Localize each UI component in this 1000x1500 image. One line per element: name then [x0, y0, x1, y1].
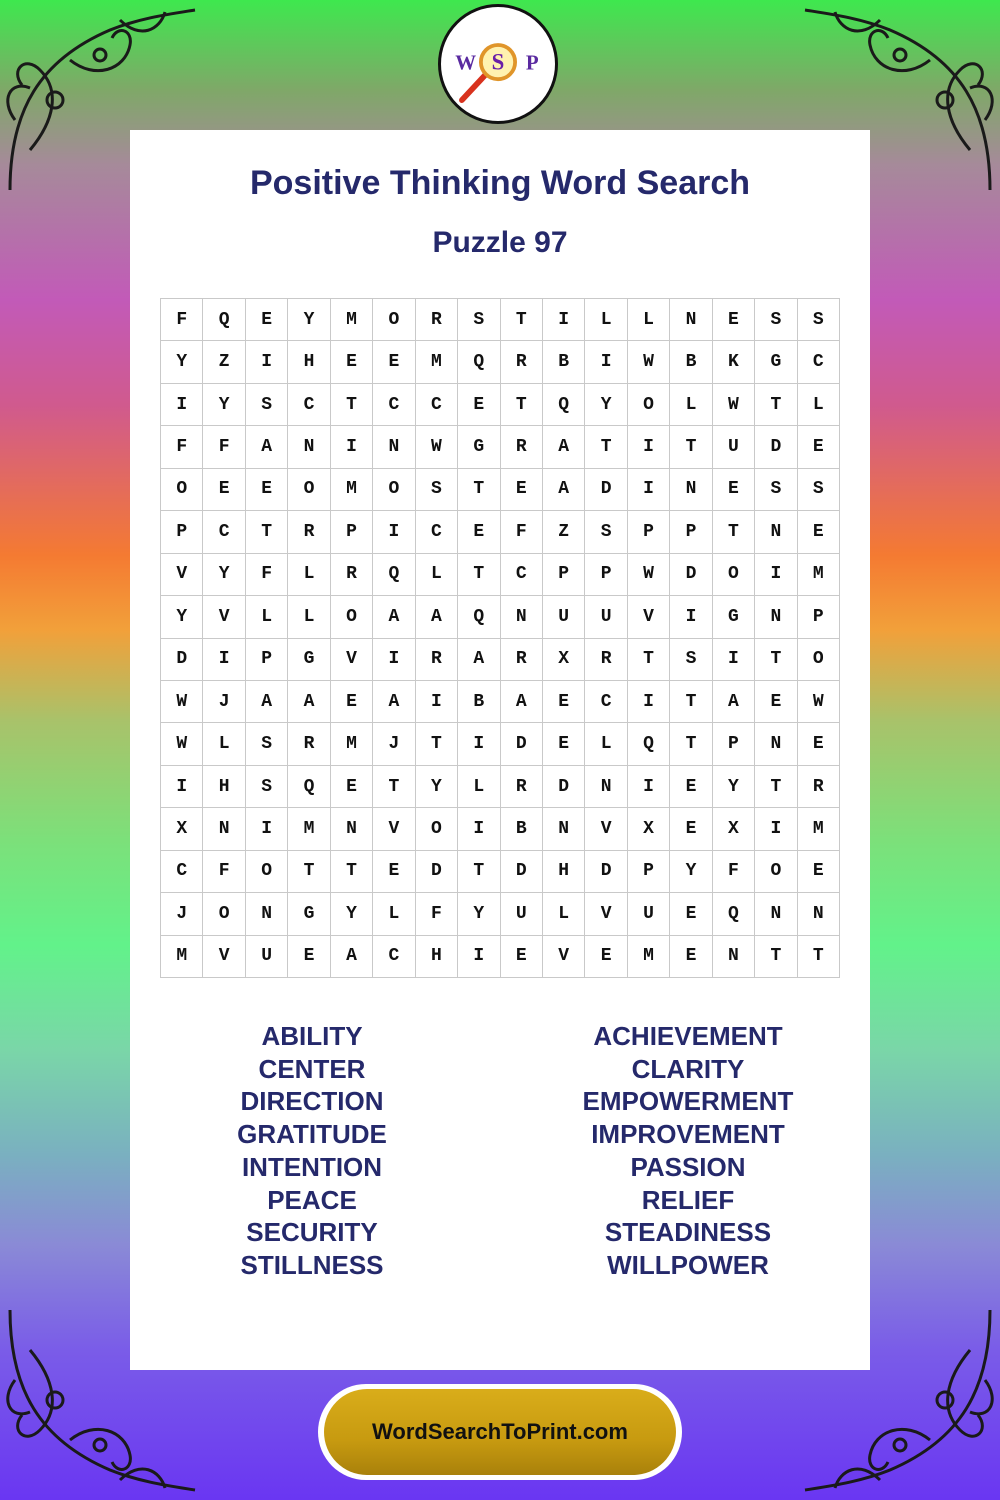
grid-cell[interactable]: V: [203, 936, 245, 978]
grid-cell[interactable]: Y: [416, 766, 458, 808]
grid-cell[interactable]: T: [670, 723, 712, 765]
grid-cell[interactable]: I: [628, 766, 670, 808]
grid-cell[interactable]: H: [543, 851, 585, 893]
grid-cell[interactable]: Y: [161, 596, 203, 638]
grid-cell[interactable]: C: [373, 384, 415, 426]
grid-cell[interactable]: E: [246, 299, 288, 341]
grid-cell[interactable]: E: [798, 723, 840, 765]
grid-cell[interactable]: F: [203, 851, 245, 893]
grid-cell[interactable]: N: [713, 936, 755, 978]
grid-cell[interactable]: A: [543, 426, 585, 468]
grid-cell[interactable]: O: [416, 808, 458, 850]
word-list-item: PASSION: [630, 1151, 746, 1182]
grid-cell[interactable]: E: [501, 936, 543, 978]
grid-cell[interactable]: Y: [713, 766, 755, 808]
grid-cell[interactable]: U: [628, 893, 670, 935]
grid-cell[interactable]: Q: [543, 384, 585, 426]
grid-cell[interactable]: U: [543, 596, 585, 638]
grid-cell[interactable]: R: [288, 723, 330, 765]
grid-cell[interactable]: C: [161, 851, 203, 893]
grid-cell[interactable]: E: [373, 341, 415, 383]
grid-cell[interactable]: J: [161, 893, 203, 935]
grid-cell[interactable]: T: [331, 384, 373, 426]
grid-cell[interactable]: T: [458, 554, 500, 596]
grid-cell[interactable]: B: [543, 341, 585, 383]
grid-cell[interactable]: E: [543, 723, 585, 765]
grid-cell[interactable]: S: [246, 766, 288, 808]
grid-cell[interactable]: T: [373, 766, 415, 808]
grid-cell[interactable]: M: [161, 936, 203, 978]
grid-cell[interactable]: T: [416, 723, 458, 765]
grid-cell[interactable]: R: [501, 639, 543, 681]
grid-cell[interactable]: S: [670, 639, 712, 681]
grid-cell[interactable]: P: [161, 511, 203, 553]
grid-cell[interactable]: C: [203, 511, 245, 553]
grid-cell[interactable]: O: [203, 893, 245, 935]
grid-cell[interactable]: M: [331, 299, 373, 341]
grid-cell[interactable]: P: [585, 554, 627, 596]
website-link-button[interactable]: WordSearchToPrint.com: [324, 1389, 676, 1475]
grid-cell[interactable]: E: [331, 766, 373, 808]
grid-cell[interactable]: E: [798, 511, 840, 553]
grid-cell[interactable]: M: [331, 723, 373, 765]
grid-cell[interactable]: E: [670, 766, 712, 808]
grid-cell[interactable]: T: [670, 426, 712, 468]
grid-cell[interactable]: O: [628, 384, 670, 426]
word-list-item: ACHIEVEMENT: [593, 1021, 783, 1051]
grid-cell[interactable]: S: [755, 469, 797, 511]
grid-cell[interactable]: N: [755, 723, 797, 765]
grid-cell[interactable]: I: [628, 426, 670, 468]
grid-cell[interactable]: V: [161, 554, 203, 596]
grid-cell[interactable]: Y: [203, 384, 245, 426]
grid-cell[interactable]: I: [373, 511, 415, 553]
grid-cell[interactable]: M: [331, 469, 373, 511]
grid-cell[interactable]: C: [501, 554, 543, 596]
grid-cell[interactable]: B: [670, 341, 712, 383]
grid-cell[interactable]: V: [585, 808, 627, 850]
grid-cell[interactable]: A: [288, 681, 330, 723]
grid-cell[interactable]: D: [670, 554, 712, 596]
grid-cell[interactable]: T: [798, 936, 840, 978]
logo-letter-w: W: [455, 50, 477, 75]
grid-cell[interactable]: I: [670, 596, 712, 638]
grid-cell[interactable]: T: [246, 511, 288, 553]
grid-cell[interactable]: T: [755, 936, 797, 978]
grid-cell[interactable]: I: [246, 808, 288, 850]
grid-cell[interactable]: I: [331, 426, 373, 468]
grid-cell[interactable]: C: [373, 936, 415, 978]
grid-cell[interactable]: V: [331, 639, 373, 681]
grid-cell[interactable]: P: [543, 554, 585, 596]
grid-cell[interactable]: P: [628, 851, 670, 893]
grid-cell[interactable]: R: [416, 299, 458, 341]
grid-cell[interactable]: L: [628, 299, 670, 341]
grid-cell[interactable]: S: [755, 299, 797, 341]
grid-cell[interactable]: E: [713, 299, 755, 341]
grid-cell[interactable]: I: [161, 766, 203, 808]
grid-cell[interactable]: Y: [203, 554, 245, 596]
grid-cell[interactable]: F: [416, 893, 458, 935]
grid-cell[interactable]: G: [755, 341, 797, 383]
grid-cell[interactable]: S: [416, 469, 458, 511]
grid-cell[interactable]: F: [246, 554, 288, 596]
grid-cell[interactable]: T: [713, 511, 755, 553]
grid-cell[interactable]: C: [585, 681, 627, 723]
word-list-item: STILLNESS: [240, 1249, 384, 1280]
grid-cell[interactable]: I: [543, 299, 585, 341]
grid-cell[interactable]: J: [203, 681, 245, 723]
word-list-item: IMPROVEMENT: [591, 1119, 785, 1150]
grid-cell[interactable]: I: [713, 639, 755, 681]
grid-cell[interactable]: B: [458, 681, 500, 723]
word-list-item: EMPOWERMENT: [582, 1086, 794, 1117]
grid-cell[interactable]: L: [798, 384, 840, 426]
grid-cell[interactable]: E: [670, 808, 712, 850]
grid-cell[interactable]: T: [670, 681, 712, 723]
grid-cell[interactable]: Y: [458, 893, 500, 935]
grid-cell[interactable]: C: [288, 384, 330, 426]
grid-cell[interactable]: S: [585, 511, 627, 553]
grid-cell[interactable]: E: [670, 893, 712, 935]
grid-cell[interactable]: A: [373, 681, 415, 723]
grid-cell[interactable]: X: [543, 639, 585, 681]
grid-cell[interactable]: A: [416, 596, 458, 638]
grid-cell[interactable]: M: [416, 341, 458, 383]
grid-cell[interactable]: T: [585, 426, 627, 468]
grid-cell[interactable]: Y: [670, 851, 712, 893]
grid-cell[interactable]: T: [755, 384, 797, 426]
word-list-item: STEADINESS: [604, 1217, 772, 1248]
grid-cell[interactable]: W: [628, 554, 670, 596]
grid-cell[interactable]: F: [161, 299, 203, 341]
grid-cell[interactable]: I: [203, 639, 245, 681]
grid-cell[interactable]: D: [755, 426, 797, 468]
grid-cell[interactable]: T: [458, 851, 500, 893]
grid-cell[interactable]: I: [416, 681, 458, 723]
grid-cell[interactable]: R: [585, 639, 627, 681]
grid-cell[interactable]: W: [798, 681, 840, 723]
grid-cell[interactable]: Q: [373, 554, 415, 596]
grid-cell[interactable]: A: [246, 681, 288, 723]
grid-cell[interactable]: H: [288, 341, 330, 383]
grid-cell[interactable]: O: [755, 851, 797, 893]
grid-cell[interactable]: O: [161, 469, 203, 511]
grid-cell[interactable]: F: [713, 851, 755, 893]
grid-cell[interactable]: E: [585, 936, 627, 978]
grid-cell[interactable]: T: [331, 851, 373, 893]
grid-cell[interactable]: V: [203, 596, 245, 638]
grid-cell[interactable]: D: [161, 639, 203, 681]
grid-cell[interactable]: A: [458, 639, 500, 681]
word-list-item: GRATITUDE: [237, 1119, 387, 1150]
grid-cell[interactable]: I: [458, 936, 500, 978]
grid-cell[interactable]: I: [628, 469, 670, 511]
grid-cell[interactable]: P: [331, 511, 373, 553]
grid-cell[interactable]: N: [501, 596, 543, 638]
word-list-item: PEACE: [267, 1184, 357, 1215]
grid-cell[interactable]: S: [458, 299, 500, 341]
grid-cell[interactable]: C: [416, 511, 458, 553]
grid-cell[interactable]: I: [458, 808, 500, 850]
grid-cell[interactable]: D: [585, 469, 627, 511]
grid-cell[interactable]: Z: [543, 511, 585, 553]
grid-cell[interactable]: N: [755, 596, 797, 638]
grid-cell[interactable]: L: [585, 299, 627, 341]
grid-cell[interactable]: T: [628, 639, 670, 681]
wsp-logo-icon[interactable]: [438, 4, 558, 124]
grid-cell[interactable]: S: [246, 384, 288, 426]
grid-cell[interactable]: R: [331, 554, 373, 596]
word-list-item: DIRECTION: [240, 1086, 384, 1117]
grid-cell[interactable]: P: [798, 596, 840, 638]
grid-cell[interactable]: M: [628, 936, 670, 978]
grid-cell[interactable]: H: [416, 936, 458, 978]
grid-cell[interactable]: R: [501, 426, 543, 468]
grid-cell[interactable]: R: [501, 766, 543, 808]
grid-cell[interactable]: L: [670, 384, 712, 426]
grid-cell[interactable]: N: [670, 299, 712, 341]
grid-cell[interactable]: U: [246, 936, 288, 978]
grid-cell[interactable]: N: [373, 426, 415, 468]
grid-cell[interactable]: T: [501, 299, 543, 341]
grid-cell[interactable]: R: [798, 766, 840, 808]
grid-cell[interactable]: T: [458, 469, 500, 511]
word-list-right-column: [508, 1020, 868, 1282]
grid-cell[interactable]: F: [161, 426, 203, 468]
grid-cell[interactable]: G: [288, 893, 330, 935]
grid-cell[interactable]: T: [755, 766, 797, 808]
grid-cell[interactable]: I: [755, 808, 797, 850]
grid-cell[interactable]: P: [670, 511, 712, 553]
grid-cell[interactable]: S: [246, 723, 288, 765]
grid-cell[interactable]: T: [288, 851, 330, 893]
grid-cell[interactable]: A: [373, 596, 415, 638]
grid-cell[interactable]: M: [798, 808, 840, 850]
grid-cell[interactable]: W: [161, 681, 203, 723]
grid-cell[interactable]: P: [713, 723, 755, 765]
word-search-grid: [160, 298, 840, 978]
grid-cell[interactable]: D: [585, 851, 627, 893]
grid-cell[interactable]: D: [543, 766, 585, 808]
grid-cell[interactable]: W: [416, 426, 458, 468]
grid-cell[interactable]: L: [416, 554, 458, 596]
grid-cell[interactable]: E: [543, 681, 585, 723]
word-list-item: WILLPOWER: [607, 1249, 769, 1280]
grid-cell[interactable]: W: [161, 723, 203, 765]
grid-cell[interactable]: M: [288, 808, 330, 850]
grid-cell[interactable]: N: [203, 808, 245, 850]
grid-cell[interactable]: F: [203, 426, 245, 468]
grid-cell[interactable]: N: [755, 893, 797, 935]
grid-cell[interactable]: U: [501, 893, 543, 935]
grid-cell[interactable]: W: [628, 341, 670, 383]
grid-cell[interactable]: L: [203, 723, 245, 765]
word-list-item: RELIEF: [641, 1184, 735, 1215]
grid-cell[interactable]: E: [246, 469, 288, 511]
grid-cell[interactable]: E: [798, 426, 840, 468]
grid-cell[interactable]: O: [713, 554, 755, 596]
grid-cell[interactable]: R: [501, 341, 543, 383]
grid-cell[interactable]: A: [246, 426, 288, 468]
grid-cell[interactable]: A: [543, 469, 585, 511]
grid-cell[interactable]: E: [713, 469, 755, 511]
grid-cell[interactable]: Q: [288, 766, 330, 808]
grid-cell[interactable]: S: [798, 469, 840, 511]
grid-cell[interactable]: E: [670, 936, 712, 978]
grid-cell[interactable]: Z: [203, 341, 245, 383]
grid-cell[interactable]: G: [288, 639, 330, 681]
grid-cell[interactable]: N: [288, 426, 330, 468]
grid-cell[interactable]: F: [501, 511, 543, 553]
grid-cell[interactable]: E: [203, 469, 245, 511]
grid-cell[interactable]: V: [543, 936, 585, 978]
grid-cell[interactable]: A: [713, 681, 755, 723]
grid-cell[interactable]: I: [628, 681, 670, 723]
grid-cell[interactable]: R: [416, 639, 458, 681]
word-list-item: CLARITY: [631, 1053, 745, 1084]
grid-cell[interactable]: N: [798, 893, 840, 935]
grid-cell[interactable]: X: [161, 808, 203, 850]
grid-cell[interactable]: V: [585, 893, 627, 935]
grid-cell[interactable]: H: [203, 766, 245, 808]
word-list-item: INTENTION: [241, 1151, 383, 1182]
grid-cell[interactable]: P: [246, 639, 288, 681]
word-list-left-column: [132, 1020, 492, 1282]
grid-cell[interactable]: E: [501, 469, 543, 511]
grid-cell[interactable]: O: [373, 469, 415, 511]
grid-cell[interactable]: L: [373, 893, 415, 935]
grid-cell[interactable]: N: [755, 511, 797, 553]
grid-cell[interactable]: Y: [288, 299, 330, 341]
grid-cell[interactable]: L: [585, 723, 627, 765]
grid-cell[interactable]: L: [288, 596, 330, 638]
grid-cell[interactable]: Q: [203, 299, 245, 341]
grid-cell[interactable]: Y: [331, 893, 373, 935]
grid-cell[interactable]: E: [288, 936, 330, 978]
grid-cell[interactable]: C: [416, 384, 458, 426]
logo-letter-s: S: [491, 49, 505, 75]
grid-cell[interactable]: V: [628, 596, 670, 638]
grid-cell[interactable]: E: [331, 681, 373, 723]
word-list-item: ABILITY: [261, 1021, 363, 1051]
grid-cell[interactable]: Q: [458, 341, 500, 383]
grid-cell[interactable]: A: [501, 681, 543, 723]
grid-cell[interactable]: D: [501, 851, 543, 893]
grid-cell[interactable]: X: [713, 808, 755, 850]
grid-cell[interactable]: B: [501, 808, 543, 850]
grid-cell[interactable]: D: [501, 723, 543, 765]
grid-cell[interactable]: E: [373, 851, 415, 893]
grid-cell[interactable]: I: [458, 723, 500, 765]
grid-cell[interactable]: T: [755, 639, 797, 681]
grid-cell[interactable]: E: [331, 341, 373, 383]
grid-cell[interactable]: E: [755, 681, 797, 723]
grid-cell[interactable]: M: [798, 554, 840, 596]
grid-cell[interactable]: I: [755, 554, 797, 596]
grid-cell[interactable]: Q: [713, 893, 755, 935]
grid-cell[interactable]: S: [798, 299, 840, 341]
page-title: Positive Thinking Word Search: [249, 164, 751, 202]
grid-cell[interactable]: C: [798, 341, 840, 383]
grid-cell[interactable]: O: [331, 596, 373, 638]
grid-cell[interactable]: P: [628, 511, 670, 553]
word-list-item: CENTER: [258, 1053, 366, 1084]
grid-cell[interactable]: V: [373, 808, 415, 850]
grid-cell[interactable]: W: [713, 384, 755, 426]
grid-cell[interactable]: R: [288, 511, 330, 553]
grid-cell[interactable]: G: [713, 596, 755, 638]
grid-cell[interactable]: N: [670, 469, 712, 511]
grid-cell[interactable]: Y: [585, 384, 627, 426]
grid-cell[interactable]: O: [373, 299, 415, 341]
grid-cell[interactable]: G: [458, 426, 500, 468]
grid-cell[interactable]: O: [288, 469, 330, 511]
grid-cell[interactable]: O: [246, 851, 288, 893]
grid-cell[interactable]: N: [331, 808, 373, 850]
grid-cell[interactable]: N: [585, 766, 627, 808]
grid-cell[interactable]: L: [543, 893, 585, 935]
grid-cell[interactable]: A: [331, 936, 373, 978]
grid-cell[interactable]: J: [373, 723, 415, 765]
grid-cell[interactable]: E: [458, 384, 500, 426]
grid-cell[interactable]: Q: [458, 596, 500, 638]
grid-cell[interactable]: U: [585, 596, 627, 638]
grid-cell[interactable]: O: [798, 639, 840, 681]
grid-cell[interactable]: I: [246, 341, 288, 383]
grid-cell[interactable]: N: [543, 808, 585, 850]
grid-cell[interactable]: D: [416, 851, 458, 893]
grid-cell[interactable]: E: [798, 851, 840, 893]
grid-cell[interactable]: E: [458, 511, 500, 553]
grid-cell[interactable]: L: [246, 596, 288, 638]
grid-cell[interactable]: I: [585, 341, 627, 383]
grid-cell[interactable]: N: [246, 893, 288, 935]
grid-cell[interactable]: I: [373, 639, 415, 681]
logo-letter-p: P: [525, 50, 539, 75]
grid-cell[interactable]: L: [458, 766, 500, 808]
grid-cell[interactable]: Q: [628, 723, 670, 765]
puzzle-number: Puzzle 97: [432, 226, 568, 259]
grid-cell[interactable]: Y: [161, 341, 203, 383]
grid-cell[interactable]: T: [501, 384, 543, 426]
grid-cell[interactable]: X: [628, 808, 670, 850]
grid-cell[interactable]: L: [288, 554, 330, 596]
grid-cell[interactable]: U: [713, 426, 755, 468]
word-list-item: SECURITY: [246, 1217, 378, 1248]
grid-cell[interactable]: I: [161, 384, 203, 426]
grid-cell[interactable]: K: [713, 341, 755, 383]
